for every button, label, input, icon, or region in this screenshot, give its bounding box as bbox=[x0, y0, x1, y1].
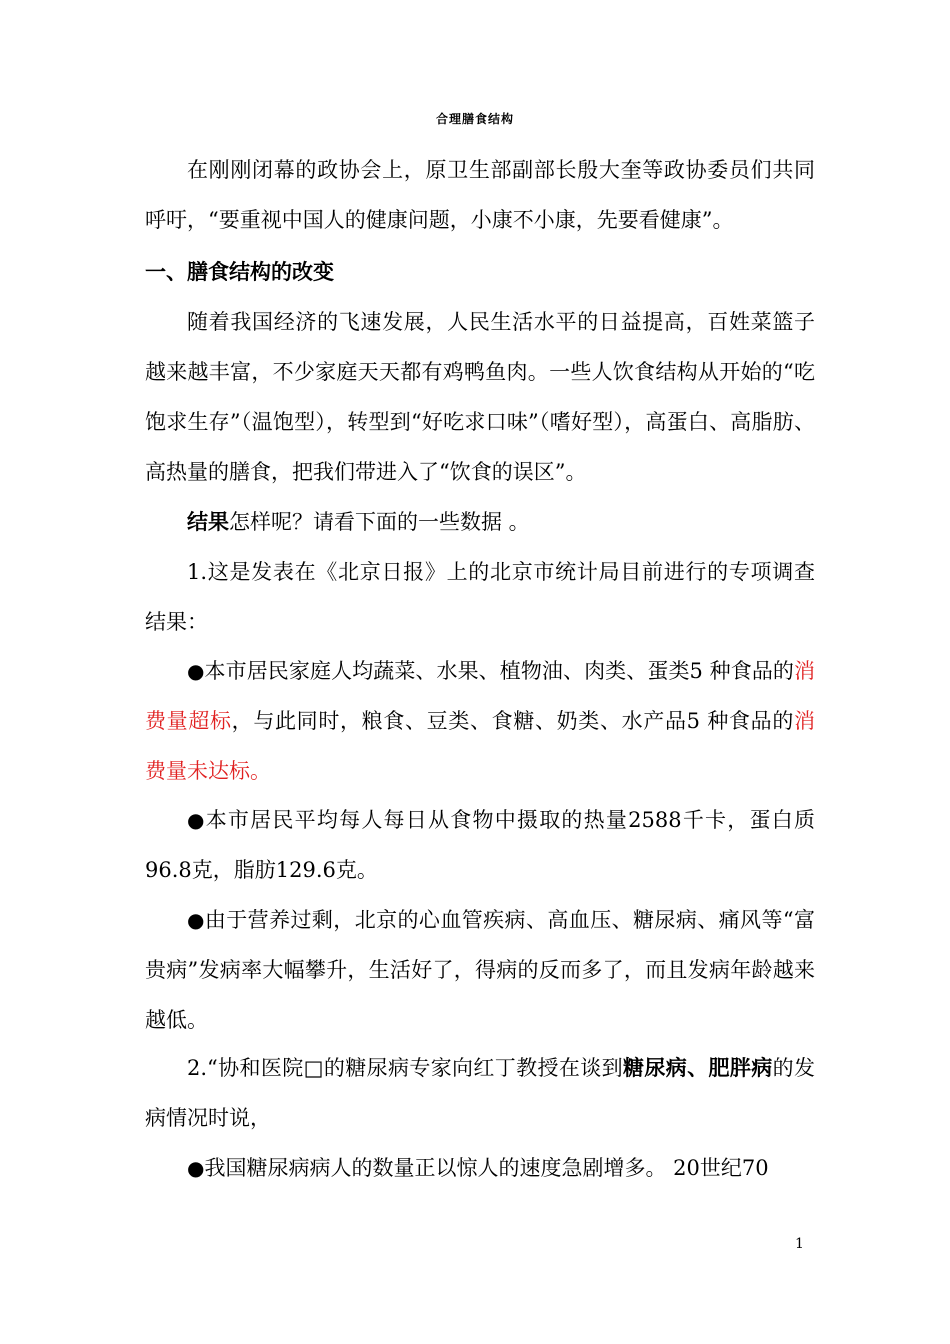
bullet-2-text: 本市居民平均每人每日从食物中摄取的热量2588千卡，蛋白质96.8克，脂肪129.6克。 bbox=[145, 808, 815, 882]
section-heading bbox=[145, 247, 815, 297]
item-2-bold: 糖尿病、肥胖病 bbox=[623, 1055, 773, 1080]
document-title: 合理膳食结构 bbox=[435, 112, 514, 126]
bullet-dot-icon: ● bbox=[187, 1156, 205, 1180]
bullet-dot-icon: ● bbox=[187, 908, 205, 932]
bullet-4-text: 我国糖尿病病人的数量正以惊人的速度急剧增多。 20世纪70 bbox=[204, 1156, 769, 1180]
bullet-3-paragraph bbox=[145, 895, 815, 1045]
item-2-paragraph bbox=[145, 1043, 815, 1143]
bullet-1-red-b: 消费量未达标。 bbox=[145, 709, 815, 783]
result-bold: 结果 bbox=[187, 509, 229, 534]
paragraph-diet-change: 随着我国经济的飞速发展，人民生活水平的日益提高，百姓菜篮子越来越丰富，不少家庭天天都有鸡鸭鱼肉。一些人饮食结构从开始的“吃饱求生存”（温饱型），转型到“好吃求口味”（嗜好型），高蛋白、高脂肪、高热量的膳食，把我们带进入了“饮食的误区”。 bbox=[145, 310, 815, 484]
bullet-4-paragraph bbox=[145, 1143, 815, 1193]
bullet-3-text: 由于营养过剩，北京的心血管疾病、高血压、糖尿病、痛风等“富贵病”发病率大幅攀升，生活好了，得病的反而多了，而且发病年龄越来越低。 bbox=[145, 908, 815, 1032]
bullet-dot-icon: ● bbox=[187, 659, 205, 683]
bullet-2-paragraph bbox=[145, 795, 815, 895]
item-1-paragraph: 1.这是发表在《北京日报》上的北京市统计局目前进行的专项调查结果： bbox=[145, 560, 815, 634]
bullet-1-paragraph bbox=[145, 646, 815, 796]
bullet-1-text-b: ，与此同时，粮食、豆类、食糖、奶类、水产品5 种食品的 bbox=[231, 709, 794, 733]
bullet-dot-icon: ● bbox=[187, 808, 206, 832]
page-number: 1 bbox=[795, 1236, 804, 1252]
section-heading-text: 一、膳食结构的改变 bbox=[145, 259, 334, 284]
intro-paragraph: 在刚刚闭幕的政协会上，原卫生部副部长殷大奎等政协委员们共同呼吁，“要重视中国人的健康问题，小康不小康，先要看健康”。 bbox=[145, 158, 815, 232]
bullet-1-text-a: 本市居民家庭人均蔬菜、水果、植物油、肉类、蛋类5 种食品的 bbox=[204, 659, 794, 683]
item-2-text-a: 2.“协和医院□的糖尿病专家向红丁教授在谈到 bbox=[187, 1056, 624, 1080]
item-2-text-b: 的发病情况时说， bbox=[145, 1056, 815, 1130]
result-text: 怎样呢？请看下面的一些数据 。 bbox=[229, 510, 530, 534]
bullet-1-red-a: 消费量超标 bbox=[145, 659, 815, 733]
result-paragraph bbox=[145, 497, 815, 547]
